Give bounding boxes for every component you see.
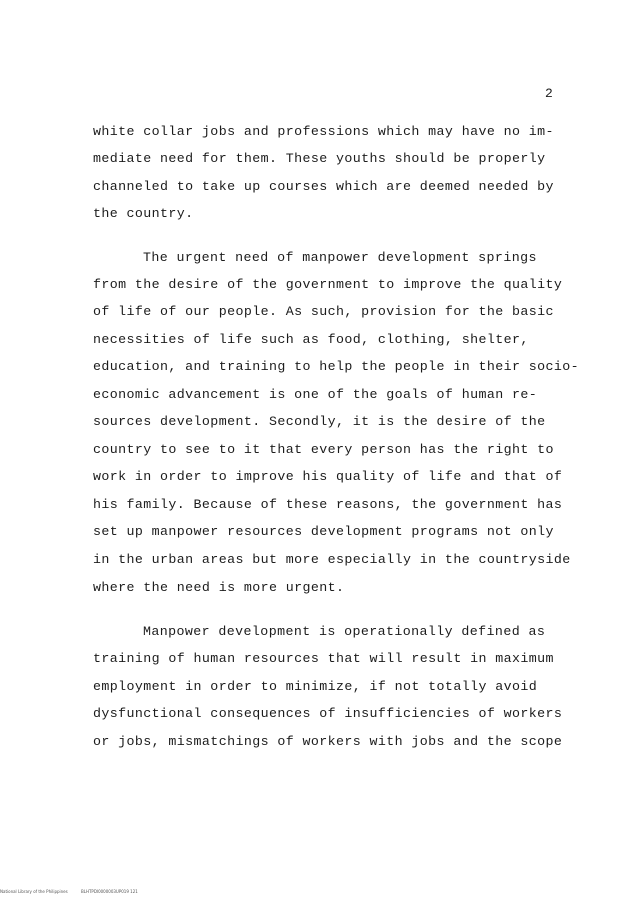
paragraph-2-line-5: education, and training to help the people in their socio- bbox=[93, 359, 580, 374]
footer-code: BLHTPDI0000003UP019 121 bbox=[81, 889, 138, 894]
paragraph-2-line-6: economic advancement is one of the goals of human re- bbox=[93, 387, 538, 402]
paragraph-1-line-1: white collar jobs and professions which may have no im- bbox=[93, 124, 554, 139]
paragraph-2-line-7: sources development. Secondly, it is the desire of the bbox=[93, 414, 546, 429]
paragraph-2-line-9: work in order to improve his quality of life and that of bbox=[93, 469, 563, 484]
paragraph-2-line-12: in the urban areas but more especially in the countryside bbox=[93, 552, 571, 567]
page-number: 2 bbox=[545, 86, 554, 101]
paragraph-1-line-2: mediate need for them. These youths should be properly bbox=[93, 151, 546, 166]
paragraph-2-line-1: The urgent need of manpower development springs bbox=[143, 250, 537, 265]
paragraph-2-line-11: set up manpower resources development programs not only bbox=[93, 524, 554, 539]
paragraph-3-line-2: training of human resources that will result in maximum bbox=[93, 651, 554, 666]
paragraph-2-line-4: necessities of life such as food, clothing, shelter, bbox=[93, 332, 529, 347]
paragraph-3-line-3: employment in order to minimize, if not totally avoid bbox=[93, 679, 538, 694]
page-footer bbox=[0, 889, 150, 894]
footer-source: National Library of the Philippines bbox=[0, 889, 68, 894]
paragraph-2-line-3: of life of our people. As such, provision for the basic bbox=[93, 304, 554, 319]
paragraph-3-line-1: Manpower development is operationally defined as bbox=[143, 624, 546, 639]
paragraph-3-line-4: dysfunctional consequences of insufficiencies of workers bbox=[93, 706, 563, 721]
paragraph-1-line-4: the country. bbox=[93, 206, 194, 221]
paragraph-2-line-13: where the need is more urgent. bbox=[93, 580, 345, 595]
paragraph-2-line-2: from the desire of the government to improve the quality bbox=[93, 277, 563, 292]
paragraph-2-line-10: his family. Because of these reasons, the government has bbox=[93, 497, 563, 512]
paragraph-3-line-5: or jobs, mismatchings of workers with jobs and the scope bbox=[93, 734, 563, 749]
paragraph-2-line-8: country to see to it that every person has the right to bbox=[93, 442, 554, 457]
paragraph-1-line-3: channeled to take up courses which are deemed needed by bbox=[93, 179, 554, 194]
